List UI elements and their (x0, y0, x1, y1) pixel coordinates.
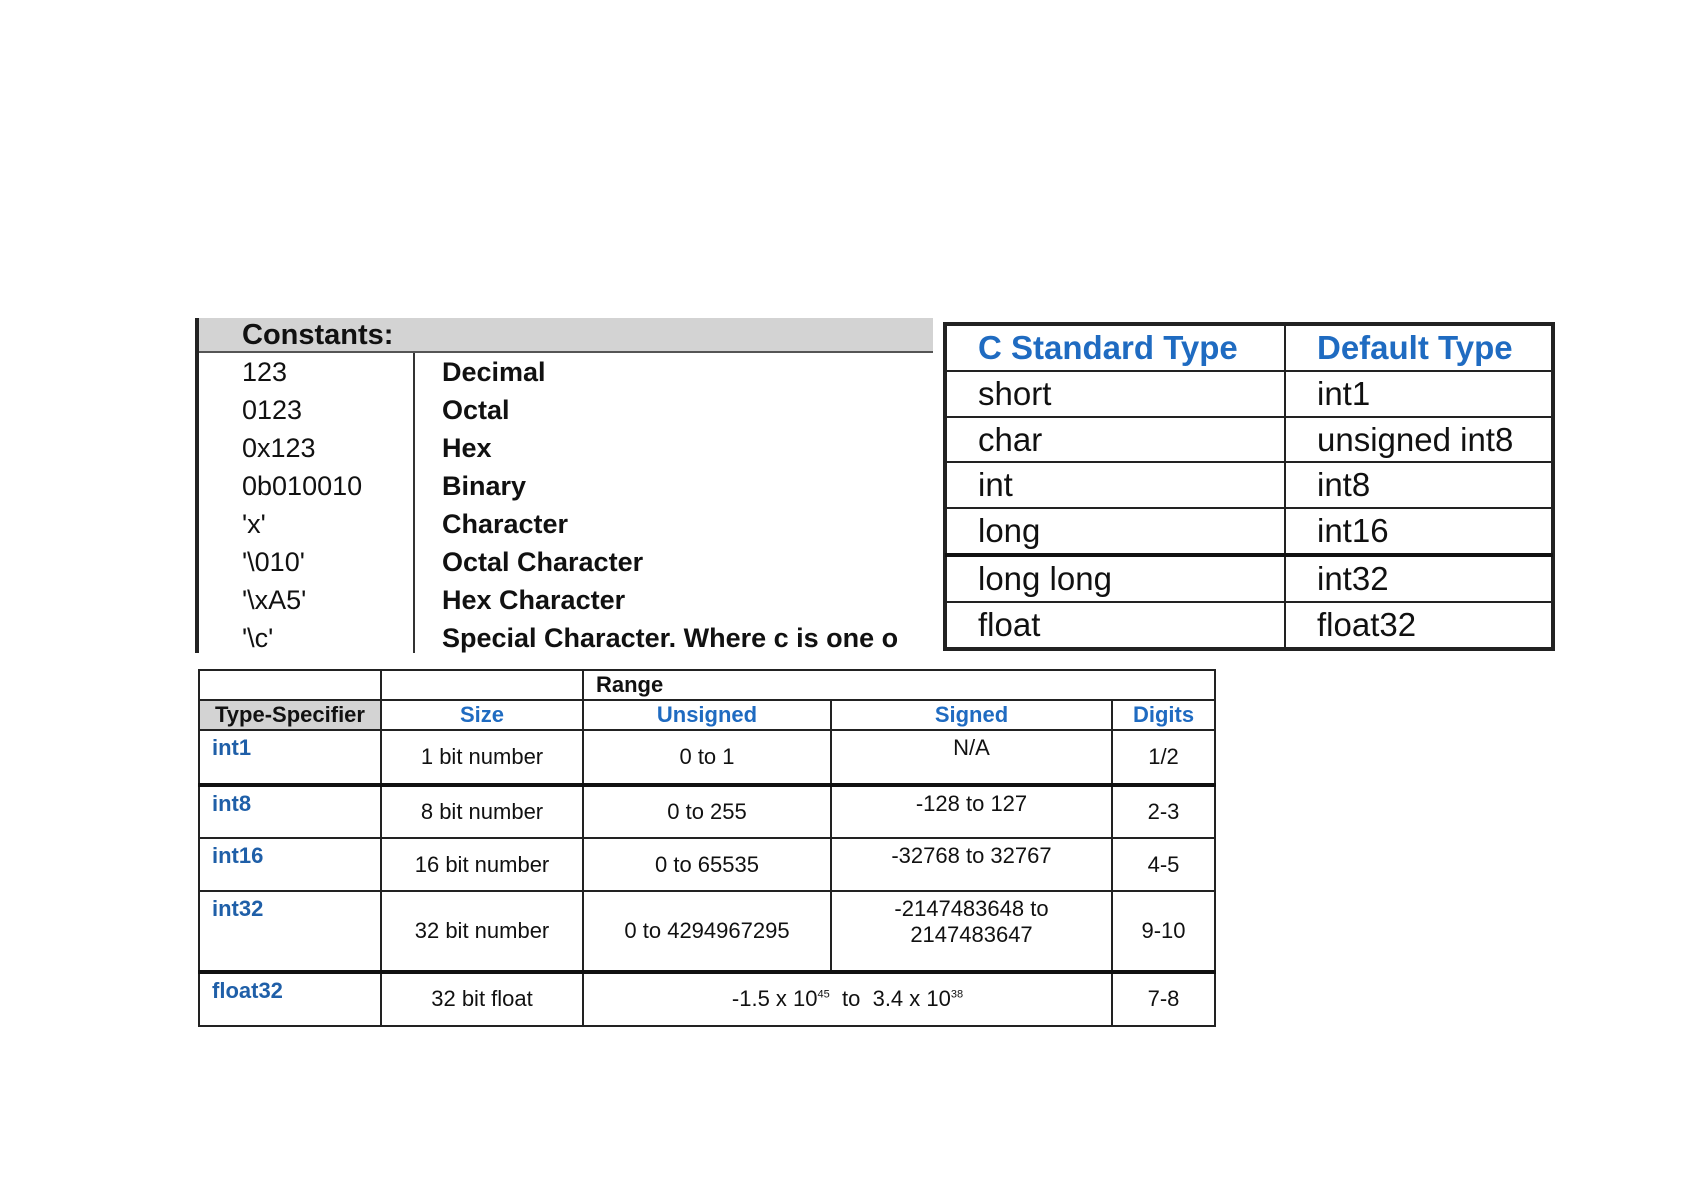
range-header: Range (583, 670, 1215, 700)
table-row (946, 508, 1552, 555)
signed-line: 2147483647 (910, 922, 1033, 948)
table-header-row (946, 325, 1552, 371)
signed-line: -2147483648 to (894, 896, 1049, 922)
default-types-table (943, 322, 1555, 651)
constant-literal: '\c' (242, 623, 274, 653)
constant-description: Binary (442, 471, 527, 501)
type-specifier-table (198, 669, 1214, 1027)
table-row (199, 785, 1215, 838)
size-cell: 16 bit number (381, 838, 583, 891)
c-type-cell: char (946, 417, 1285, 463)
default-type-cell: float32 (1285, 602, 1552, 648)
unsigned-cell: 0 to 255 (583, 785, 831, 838)
unsigned-cell: 0 to 65535 (583, 838, 831, 891)
constants-title: Constants: (199, 318, 933, 353)
table-row (946, 602, 1552, 648)
signed-cell: N/A (831, 730, 1112, 784)
table-row (199, 838, 1215, 891)
size-cell: 32 bit float (381, 972, 583, 1026)
default-type-cell: int32 (1285, 555, 1552, 602)
digits-cell: 9-10 (1112, 891, 1215, 971)
table-header-row (199, 700, 1215, 730)
table-header-row (199, 670, 1215, 700)
type-specifier-cell: float32 (199, 972, 381, 1026)
unsigned-cell: 0 to 1 (583, 730, 831, 784)
digits-cell: 2-3 (1112, 785, 1215, 838)
exponent: 45 (817, 988, 830, 1001)
constant-description: Octal Character (442, 547, 644, 577)
constant-literal: 'x' (242, 509, 266, 539)
signed-cell: -32768 to 32767 (831, 838, 1112, 891)
table-row (199, 972, 1215, 1026)
constants-divider (413, 353, 415, 653)
constant-description: Decimal (442, 357, 546, 387)
header-default-type: Default Type (1285, 325, 1552, 371)
c-type-cell: long long (946, 555, 1285, 602)
default-type-cell: int8 (1285, 462, 1552, 508)
empty-header-cell (199, 670, 381, 700)
default-type-cell: int1 (1285, 371, 1552, 417)
constant-literal: 0123 (242, 395, 303, 425)
default-type-cell: int16 (1285, 508, 1552, 555)
default-type-cell: unsigned int8 (1285, 417, 1552, 463)
table-row (946, 555, 1552, 602)
empty-header-cell (381, 670, 583, 700)
constant-literal: 0b010010 (242, 471, 363, 501)
digits-cell: 1/2 (1112, 730, 1215, 784)
type-specifier-cell: int32 (199, 891, 381, 971)
header-size: Size (381, 700, 583, 730)
header-unsigned: Unsigned (583, 700, 831, 730)
c-type-cell: float (946, 602, 1285, 648)
constant-description: Octal (442, 395, 510, 425)
exponent: 38 (950, 988, 964, 1001)
size-cell: 8 bit number (381, 785, 583, 838)
constant-description: Hex Character (442, 585, 626, 615)
type-specifier-cell: int8 (199, 785, 381, 838)
constants-table (195, 318, 933, 653)
type-specifier-cell: int1 (199, 730, 381, 784)
header-c-standard-type: C Standard Type (946, 325, 1285, 371)
range-part: 3.4 x 10 (872, 986, 951, 1012)
table-row (199, 891, 1215, 971)
constant-description: Hex (442, 433, 492, 463)
c-type-cell: short (946, 371, 1285, 417)
header-digits: Digits (1112, 700, 1215, 730)
type-specifier-cell: int16 (199, 838, 381, 891)
digits-cell: 7-8 (1112, 972, 1215, 1026)
constant-description: Special Character. Where c is one o (442, 623, 899, 653)
unsigned-cell: 0 to 4294967295 (583, 891, 831, 971)
constant-literal: 123 (242, 357, 288, 387)
float-range-cell (583, 972, 1112, 1026)
table-row (946, 462, 1552, 508)
constant-literal: '\xA5' (242, 585, 307, 615)
header-signed: Signed (831, 700, 1112, 730)
size-cell: 32 bit number (381, 891, 583, 971)
table-row (946, 371, 1552, 417)
size-cell: 1 bit number (381, 730, 583, 784)
c-type-cell: long (946, 508, 1285, 555)
constant-literal: 0x123 (242, 433, 316, 463)
range-part: to (841, 986, 861, 1012)
digits-cell: 4-5 (1112, 838, 1215, 891)
table-row (946, 417, 1552, 463)
constant-literal: '\010' (242, 547, 305, 577)
signed-cell: -128 to 127 (831, 785, 1112, 838)
constant-description: Character (442, 509, 569, 539)
table-row (199, 730, 1215, 784)
c-type-cell: int (946, 462, 1285, 508)
range-part: -1.5 x 10 (731, 986, 818, 1012)
header-type-specifier: Type-Specifier (199, 700, 381, 730)
signed-cell (831, 891, 1112, 971)
